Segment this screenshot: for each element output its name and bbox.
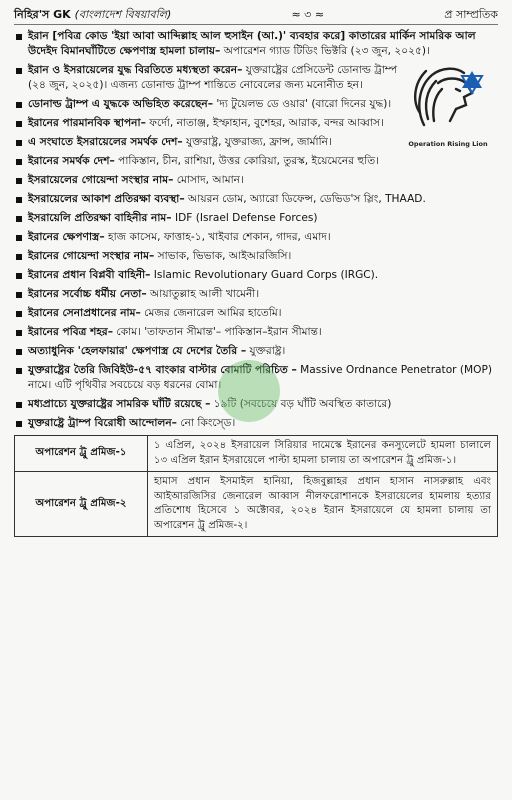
list-item: ইরানের গোয়েন্দা সংস্থার নাম– সাভাক, ভিভাক, আইআরজিসি। xyxy=(14,249,498,264)
list-item: মধ্যপ্রাচ্যে যুক্তরাষ্ট্রের সামরিক ঘাঁটি রয়েছে – ১৯টি (সবচেয়ে বড় ঘাঁটি অবস্থিত কাতারে) xyxy=(14,397,498,412)
page-number: ≈ ৩ ≈ xyxy=(291,7,325,21)
list-item: যুক্তরাষ্ট্রে ট্রাম্প বিরোধী আন্দোলন– নো কিংস্ডে। xyxy=(14,416,498,431)
list-item: ইরানের পবিত্র শহর– কোম। 'তাফতান সীমান্ত'– পাকিস্তান–ইরান সীমান্ত। xyxy=(14,325,498,340)
logo-caption: Operation Rising Lion xyxy=(408,140,488,148)
header-section: প্র সাম্প্রতিক xyxy=(444,7,498,21)
list-item: ইরানের ক্ষেপণাস্ত্র– হাজ কাসেম, ফাত্তাহ-১, খাইবার শেকান, গাদর, এমাদ। xyxy=(14,230,498,245)
list-item: এ সংঘাতে ইসরায়েলের সমর্থক দেশ– যুক্তরাষ্ট্র, যুক্তরাজ্য, ফ্রান্স, জার্মানি। xyxy=(14,135,498,150)
list-item: ইরানের প্রধান বিপ্লবী বাহিনী– Islamic Revolutionary Guard Corps (IRGC). xyxy=(14,268,498,283)
operation-description: হামাস প্রধান ইসমাইল হানিয়া, হিজবুল্লাহর প্রধান হাসান নাসরুল্লাহ এবং আইআরজিসির জেনারেল আব্বাস নীলফরোশানকে ইসরায়েলের হামলায় হত্যার প্রতিশোধ হিসেবে ১ অক্টোবর, ২০২৪ ইরান ইসরায়েলে যে হামলা চালায় তা অপারেশন ট্রু প্রমিজ-২। xyxy=(148,472,498,537)
list-item: যুক্তরাষ্ট্রের তৈরি জিবিইউ-৫৭ বাংকার বাস্টার বোমাটি পরিচিত – Massive Ordnance Penetrator (MOP) নামে। এটি পৃথিবীর সবচেয়ে বড় ধরনের বোমা। xyxy=(14,363,498,393)
list-item: ইরান [পবিত্র কোড 'ইয়া আবা আব্দিল্লাহ আল হুসাইন (আ.)' ব্যবহার করে] কাতারের মার্কিন সামরিক আল উদেইদ বিমানঘাঁটিতে ক্ষেপণাস্ত্র হামলা চালায়– অপারেশন গ্যাড টিডিং ভিক্টরি (২৩ জুন, ২০২৫)। xyxy=(14,29,498,59)
list-item: ইরানের পারমানবিক স্থাপনা– ফর্দো, নাতাঞ্জ, ইস্ফাহান, বুশেহর, আরাক, বন্দর আব্বাস। xyxy=(14,116,498,131)
header-title xyxy=(14,6,171,25)
list-item: ইরান ও ইসরায়েলের যুদ্ধ বিরতিতে মধ্যস্থতা করেন– যুক্তরাষ্ট্রের প্রেসিডেন্ট ডোনাল্ড ট্রাম্প (২৪ জুন, ২০২৫)। এজন্য ডোনাল্ড ট্রাম্প শান্তিতে নোবেলের জন্য মনোনীত হন। Operation Rising Lion xyxy=(14,63,498,93)
operation-description: ১ এপ্রিল, ২০২৪ ইসরায়েল সিরিয়ার দামেস্কে ইরানের কনস্যুলেটে হামলা চালালে ১৩ এপ্রিল ইরান ইসরায়েলে পাল্টা হামলা চালায় তা অপারেশন ট্রু প্রমিজ-১। xyxy=(148,436,498,472)
list-item: ডোনাল্ড ট্রাম্প এ যুদ্ধকে অভিহিত করেছেন– 'দ্য টুয়েলভ ডে ওয়ার' (বারো দিনের যুদ্ধ)। xyxy=(14,97,498,112)
list-item: ইসরায়েলি প্রতিরক্ষা বাহিনীর নাম– IDF (Israel Defense Forces) xyxy=(14,211,498,226)
operations-table xyxy=(14,435,498,537)
list-item: ইসরায়েলের গোয়েন্দা সংস্থার নাম– মোসাদ, আমান। xyxy=(14,173,498,188)
list-item: ইরানের সেনাপ্রধানের নাম– মেজর জেনারেল আমির হাতেমি। xyxy=(14,306,498,321)
list-item: অত্যাধুনিক 'হেলফায়ার' ক্ষেপণাস্ত্র যে দেশের তৈরি – যুক্তরাষ্ট্র। xyxy=(14,344,498,359)
list-item: ইরানের সর্বোচ্চ ধর্মীয় নেতা– আয়াতুল্লাহ আলী খামেনী। xyxy=(14,287,498,302)
table-row xyxy=(15,472,498,537)
list-item: ইসরায়েলের আকাশ প্রতিরক্ষা ব্যবস্থা– আয়রন ডোম, অ্যারো ডিফেন্স, ডেভিড'স স্লিং, THAAD. xyxy=(14,192,498,207)
header-title-sub: (বাংলাদেশ বিষয়াবলি) xyxy=(74,7,172,21)
table-row xyxy=(15,436,498,472)
operation-name: অপারেশন ট্রু প্রমিজ-২ xyxy=(15,472,148,537)
list-item: ইরানের সমর্থক দেশ– পাকিস্তান, চীন, রাশিয়া, উত্তর কোরিয়া, তুরস্ক, ইয়েমেনের হুতি। xyxy=(14,154,498,169)
watermark-logo xyxy=(218,360,280,422)
operation-name: অপারেশন ট্রু প্রমিজ-১ xyxy=(15,436,148,472)
header-title-main: নিহির'স GK xyxy=(14,7,71,21)
page-header xyxy=(14,6,498,25)
